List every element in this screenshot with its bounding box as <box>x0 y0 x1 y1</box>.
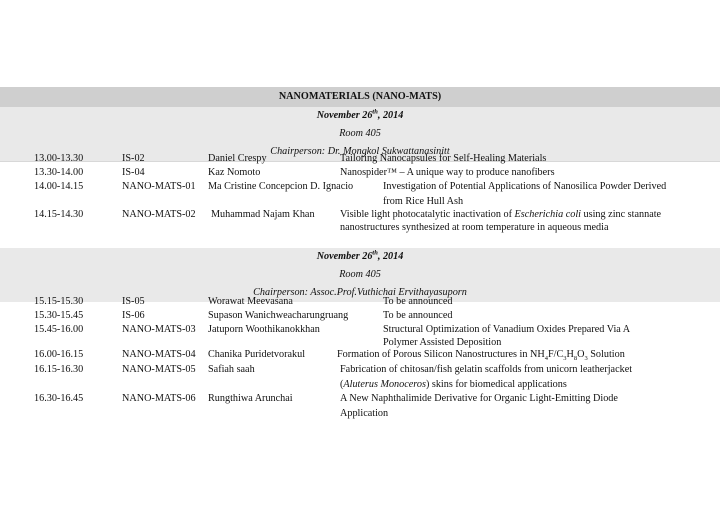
talk-title: Fabrication of chitosan/fish gelatin scaffolds from unicorn leatherjacket <box>340 364 633 375</box>
talk-title-cont: Polymer Assisted Deposition <box>383 337 502 348</box>
time: 13.30-14.00 <box>34 167 84 178</box>
speaker: Safiah saah <box>208 364 255 375</box>
speaker: Supason Wanichweacharungruang <box>208 310 349 321</box>
code: NANO-MATS-02 <box>122 209 196 220</box>
speaker: Daniel Crespy <box>208 153 267 164</box>
code: NANO-MATS-04 <box>122 349 196 360</box>
speaker: Rungthiwa Arunchai <box>208 393 293 404</box>
code: NANO-MATS-03 <box>122 324 196 335</box>
talk-title-cont: from Rice Hull Ash <box>383 196 464 207</box>
talk-title: Nanospider™ – A unique way to produce nanofibers <box>340 167 555 178</box>
speaker: Jatuporn Woothikanokkhan <box>208 324 320 335</box>
time: 15.45-16.00 <box>34 324 84 335</box>
talk-title: A New Naphthalimide Derivative for Organic Light-Emitting Diode <box>340 393 618 404</box>
talk-title-cont: (Aluterus Monoceros) skins for biomedical applications <box>340 379 567 390</box>
session-2-chair: Chairperson: Assoc.Prof.Vuthichai Ervithayasuporn <box>0 284 720 302</box>
session-1-date: November 26th, 2014 <box>0 107 720 125</box>
talk-title: Structural Optimization of Vanadium Oxides Prepared Via A <box>383 324 631 335</box>
talk-title: Formation of Porous Silicon Nanostructures in $NH_4F/C_3H_8O_3$ Solution <box>337 349 625 363</box>
time: 16.00-16.15 <box>34 349 84 360</box>
code: IS-02 <box>122 153 145 164</box>
time: 15.15-15.30 <box>34 296 84 307</box>
talk-title: Visible light photocatalytic inactivation of Escherichia coli using zinc stannate <box>340 209 662 220</box>
speaker: Kaz Nomoto <box>208 167 261 178</box>
session-1-room: Room 405 <box>0 125 720 143</box>
time: 16.15-16.30 <box>34 364 84 375</box>
talk-title: Tailoring Nanocapsules for Self-Healing Materials <box>340 153 547 164</box>
talk-title-cont: Application <box>340 408 389 419</box>
code: NANO-MATS-06 <box>122 393 196 404</box>
time: 16.30-16.45 <box>34 393 84 404</box>
session-2-room: Room 405 <box>0 266 720 284</box>
session-1-chair: Chairperson: Dr. Mongkol Sukwattanasinitt <box>0 143 720 161</box>
speaker: Worawat Meevasana <box>208 296 293 307</box>
code: IS-05 <box>122 296 145 307</box>
code: NANO-MATS-01 <box>122 181 196 192</box>
time: 15.30-15.45 <box>34 310 84 321</box>
session-2-date: November 26th, 2014 <box>0 248 720 266</box>
code: IS-06 <box>122 310 145 321</box>
section-title: NANOMATERIALS (NANO-MATS) <box>0 87 720 107</box>
time: 14.15-14.30 <box>34 209 84 220</box>
talk-title: To be announced <box>383 310 453 321</box>
code: IS-04 <box>122 167 145 178</box>
talk-title: To be announced <box>383 296 453 307</box>
time: 13.00-13.30 <box>34 153 84 164</box>
speaker: Ma Cristine Concepcion D. Ignacio <box>208 181 354 192</box>
time: 14.00-14.15 <box>34 181 84 192</box>
talk-title-cont: nanostructures synthesized at room temperature in aqueous media <box>340 222 609 233</box>
talk-title: Investigation of Potential Applications of Nanosilica Powder Derived <box>383 181 667 192</box>
code: NANO-MATS-05 <box>122 364 196 375</box>
speaker: Muhammad Najam Khan <box>211 209 315 220</box>
speaker: Chanika Puridetvorakul <box>208 349 306 360</box>
